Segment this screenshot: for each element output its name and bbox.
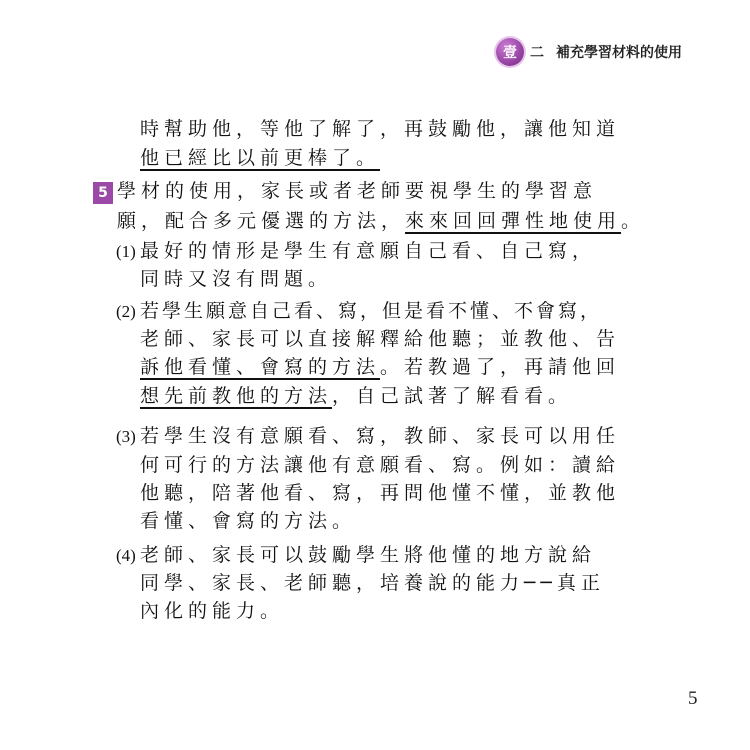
sub-3-number: (3) [116,427,136,446]
sub-1-number: (1) [116,242,136,261]
sub-2-line-2: 老師、家長可以直接解釋給他聽；並教他、告 [140,328,621,350]
page-number: 5 [688,688,698,709]
sub-2-line-1: 若學生願意自己看、寫，但是看不懂、不會寫， [140,300,603,322]
sub-2-line-3 [140,356,620,379]
sub-2-line-3b: 。若教過了，再請他回 [380,356,621,378]
chapter-number: 二 [530,45,544,61]
sub-2-line-3a: 訴他看懂、會寫的方法 [140,356,381,378]
sub-2-number: (2) [116,302,136,321]
item-5-marker: 5 [93,182,113,204]
sub-1-line-1: 最好的情形是學生有意願自己看、自己寫， [140,240,597,262]
sub-2-line-4 [140,385,572,408]
sub-2-line-4a: 想先前教他的方法 [140,385,333,407]
sub-3-line-3: 他聽，陪著他看、寫，再問他懂不懂，並教他 [140,482,621,504]
sub-3-line-4: 看懂、會寫的方法。 [140,510,357,532]
sub-2-line-4b: ，自己試著了解看看。 [332,385,573,407]
chapter-badge: 壹 [496,38,524,66]
sub-1-line-2: 同時又沒有問題。 [140,268,333,290]
sub-4-line-1: 老師、家長可以鼓勵學生將他懂的地方說給 [140,544,597,566]
sub-4-line-2: 同學、家長、老師聽，培養說的能力──真正 [140,572,605,594]
item-5-line-2a: 願，配合多元優選的方法， [117,210,406,232]
chapter-title: 補充學習材料的使用 [556,45,682,61]
intro-line-2: 他已經比以前更棒了。 [140,147,381,169]
sub-4-line-3: 內化的能力。 [140,600,285,622]
item-5-line-2c: 。 [621,210,646,232]
intro-line-1: 時幫助他，等他了解了，再鼓勵他，讓他知道 [140,118,621,140]
sub-3-line-1: 若學生沒有意願看、寫，教師、家長可以用任 [140,425,621,447]
item-5-line-2 [117,210,645,233]
item-5-line-1: 學材的使用，家長或者老師要視學生的學習意 [117,180,598,202]
sub-4-number: (4) [116,546,136,565]
sub-3-line-2: 何可行的方法讓他有意願看、寫。例如：讀給 [140,454,621,476]
item-5-line-2b: 來來回回彈性地使用 [405,210,622,232]
